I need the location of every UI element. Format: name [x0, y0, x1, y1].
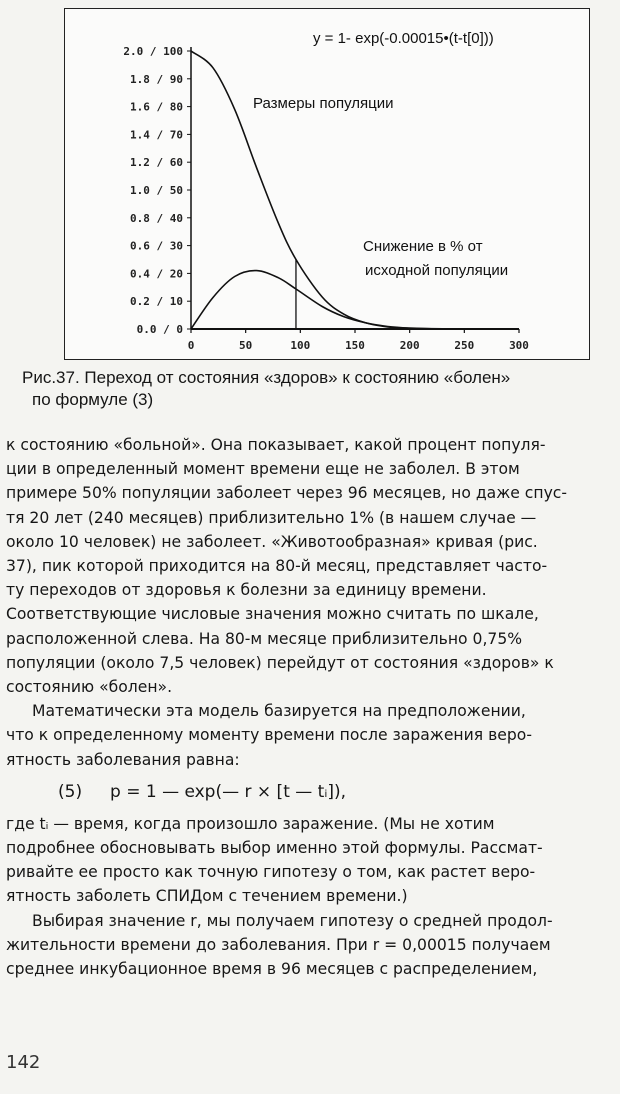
body2-line-5: Выбирая значение r, мы получаем гипотезу о средней продол-: [32, 911, 553, 930]
figure: [64, 8, 590, 360]
formula-expression: p = 1 — exp(— r × [t — tᵢ]),: [110, 781, 347, 802]
chart-title: y = 1- exp(-0.00015•(t-t[0])): [313, 30, 494, 47]
series-decline-percent-line: [191, 271, 519, 329]
body-text: [6, 433, 596, 981]
body-line-3: примере 50% популяции заболеет через 96 месяцев, но даже спус-: [6, 484, 567, 503]
y-tick-label: 0.8 / 40: [130, 211, 183, 225]
body-line-13: что к определенному моменту времени после заражения веро-: [6, 726, 532, 745]
x-tick-label: 0: [187, 339, 195, 352]
y-tick-label: 1.6 / 80: [130, 100, 183, 114]
y-tick-label: 0.4 / 20: [130, 267, 183, 281]
y-tick-label: 2.0 / 100: [123, 45, 183, 58]
x-tick-label: 300: [509, 339, 529, 352]
body2-line-6: жительности времени до заболевания. При r = 0,00015 получаем: [6, 935, 551, 954]
body-line-12: Математически эта модель базируется на предположении,: [32, 702, 526, 721]
body2-line-4: ятность заболеть СПИДом с течением времени.): [6, 887, 408, 906]
annotation-decline-line1: Снижение в % от: [363, 238, 483, 255]
formula-5: [6, 772, 596, 812]
y-tick-label: 1.4 / 70: [130, 128, 183, 142]
body-line-9: расположенной слева. На 80-м месяце приблизительно 0,75%: [6, 629, 523, 648]
x-tick-label: 100: [290, 339, 311, 352]
body2-line-7: среднее инкубационное время в 96 месяцев с распределением,: [6, 960, 538, 979]
body-line-11: состоянию «болен».: [6, 678, 173, 697]
y-tick-label: 1.0 / 50: [130, 184, 183, 197]
body-line-14: ятность заболевания равна:: [6, 750, 240, 769]
x-tick-label: 250: [454, 339, 475, 352]
body-line-6: 37), пик которой приходится на 80-й месяц, представляет часто-: [6, 557, 548, 576]
body2-line-2: подробнее обосновывать выбор именно этой формулы. Рассмат-: [6, 839, 543, 858]
series-population-size-line: [191, 51, 519, 329]
y-tick-label: 0.0 / 0: [136, 323, 183, 336]
population-chart: [65, 9, 588, 358]
x-tick-label: 50: [239, 339, 253, 352]
figure-caption: [22, 367, 602, 411]
body-line-8: Соответствующие числовые значения можно считать по шкале,: [6, 605, 539, 624]
y-tick-label: 0.6 / 30: [130, 239, 183, 253]
x-tick-label: 200: [399, 339, 420, 352]
caption-line-2: по формуле (3): [32, 390, 154, 409]
body-line-1: к состоянию «больной». Она показывает, какой процент популя-: [6, 436, 546, 454]
body2-line-1: где tᵢ — время, когда произошло заражение. (Мы не хотим: [6, 814, 495, 833]
body-line-2: ции в определенный момент времени еще не заболел. В этом: [6, 460, 520, 479]
x-tick-label: 150: [345, 339, 365, 352]
body-line-5: около 10 человек) не заболеет. «Животообразная» кривая (рис.: [6, 532, 538, 551]
page-number: 142: [6, 1052, 41, 1073]
body-line-7: ту переходов от здоровья к болезни за единицу времени.: [6, 581, 487, 600]
body-line-10: популяции (около 7,5 человек) перейдут от состояния «здоров» к: [6, 653, 554, 672]
body2-line-3: ривайте ее просто как точную гипотезу о том, как растет веро-: [6, 863, 536, 882]
caption-line-1: Рис.37. Переход от состояния «здоров» к состоянию «болен»: [22, 368, 511, 387]
y-tick-label: 1.2 / 60: [130, 156, 183, 170]
annotation-population-size: Размеры популяции: [253, 95, 394, 112]
y-tick-label: 1.8 / 90: [130, 72, 183, 86]
annotation-decline-line2: исходной популяции: [365, 262, 509, 279]
y-tick-label: 0.2 / 10: [130, 295, 183, 309]
body-line-4: тя 20 лет (240 месяцев) приблизительно 1% (в нашем случае —: [6, 508, 537, 527]
formula-label: (5): [58, 781, 83, 802]
